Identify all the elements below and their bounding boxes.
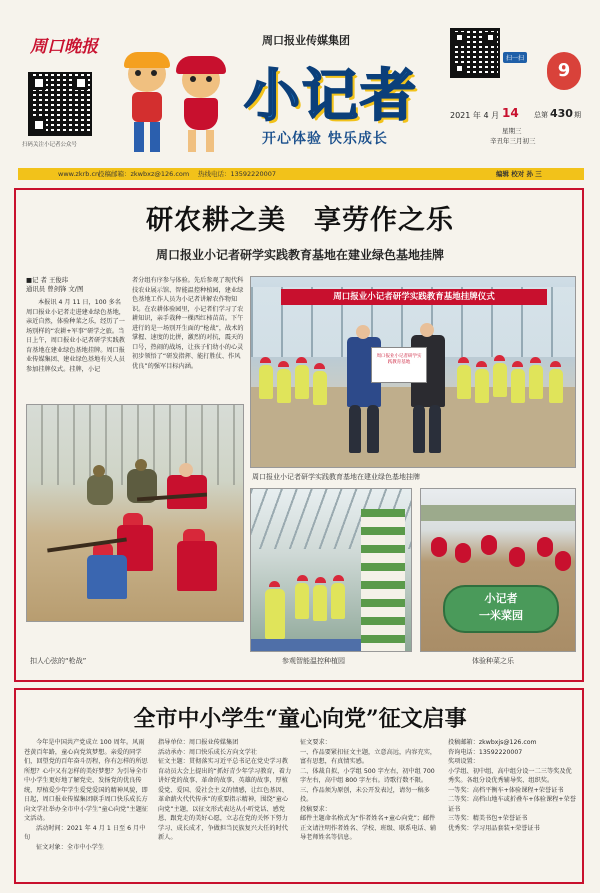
group-name: 周口报业传媒集团 [262, 34, 350, 47]
garden-sign [443, 585, 559, 633]
hotline: 热线电话：13592220007 [198, 170, 276, 178]
notice-col1-time: 活动时间：2021 年 4 月 1 日至 6 月中旬 [24, 824, 146, 841]
notice-column-3 [300, 738, 440, 878]
qr-left-caption: 扫码关注小记者公众号 [22, 142, 78, 148]
photo2-caption: 扣人心弦的“枪战” [30, 657, 87, 665]
garden-sign-line1: 小记者 [484, 592, 518, 605]
article-subheadline: 周口报业小记者研学实践教育基地在建业绿色基地挂牌 [155, 248, 444, 262]
photo-greenhouse [250, 488, 412, 652]
mascot-illustration [118, 52, 236, 164]
notice-column-1 [24, 738, 150, 878]
issue-suffix: 期 [574, 111, 581, 119]
masthead [0, 0, 600, 168]
article-col2-text: 者分组有序参与体验。先后参观了现代科技农业展示馆、智能温控种植园，建业绿色基地工作人员为小记者讲解农作物知识。在农耕体验园里，小记者们学习了农耕知识，亲手栽种一棵西红柿苗苗。下午进行的是一场别开生面的“枪战”，战术的掌握、速度的比拼，激烈的对抗，震天的口号，热闹的战场，让孩子们幼小的心灵初步领悟了“研发指挥、能打胜仗、作风优良”的强军目标内涵。 [132, 277, 244, 370]
notice-col2-text: 指导单位：周口报业传媒集团 活动承办：周口快乐成长方向文学社 征文主题：贯彻落实习近平总书记在党史学习教育动员大会上提出的“抓好青少年学习教育，着力讲好党的故事、革命的故事、英雄的故事，厚植爱党、爱国、爱社会主义的情感，让红色基因、革命薪火代代传承”的重要指示精神，围绕“童心向党”主题，以征文形式表达从小听党话、感党恩、跟党走的美好心愿，立志在党的关怀下努力学习、成长成才，争做担当民族复兴大任的时代新人。 [158, 739, 292, 841]
info-bar [18, 168, 584, 180]
website: www.zkrb.cn [58, 170, 100, 178]
date-day: 14 [502, 106, 519, 120]
slogan: 开心体验 快乐成长 [262, 131, 388, 147]
newspaper-logo: 周口晚报 [30, 37, 98, 57]
photo-plaque-ceremony [250, 276, 576, 468]
photo1-plaque [371, 347, 427, 383]
issue-date [450, 106, 590, 146]
photo-planting [420, 488, 576, 652]
notice-col3-text: 征文要求： 一、作品要紧扣征文主题，立意高远，内容充实，富有思想，有真情实感。 二、体裁自拟，小学组 500 字左右，初中组 700 字左右，高中组 800 字左右。诗歌行数不限。 三、作品须为原创，未公开发表过，请勿一稿多投。 投稿要求： 邮件主题命名格式为“作者姓名+童心向党”；邮件正文请注明作者姓名、学校、班级、联系电话、辅导老师姓名等信息。 [300, 739, 437, 841]
page-number-badge [547, 52, 581, 90]
page-title: 小记者 [244, 64, 418, 129]
photo-war-game [26, 404, 244, 622]
notice-col4-text: 投稿邮箱：zkwbxjs@126.com 咨询电话：13592220007 奖项设置： 小学组、初中组、高中组分设一二三等奖及优秀奖。各组分设优秀辅导奖、组织奖。 一等奖：高档平衡车+体验课程+荣誉证书 二等奖：高档山地车或折叠车+体验课程+荣誉证书 三等奖：精美书包+荣誉证书 优秀奖：学习用品套装+荣誉证书 [448, 739, 576, 832]
lunar-date: 辛丑年三月初三 [490, 137, 536, 145]
notice-column-4 [448, 738, 576, 878]
editor-credit: 编辑 校对 孙 三 [496, 170, 542, 178]
article-col1-text: 本报讯 4 月 11 日，100 多名周口报业小记者走进建业绿色基地，亲近自然，体验种菜之乐，经历了一场别样的“农耕+军事”研学之旅。当日上午，周口报业小记者研学实践教育基地在建业绿色基地挂牌。周口报业传媒集团、建业绿色基地有关人员参加挂牌仪式。挂牌，小记 [26, 299, 125, 373]
garden-sign-line2: 一米菜园 [479, 609, 523, 622]
weekday: 星期三 [502, 127, 522, 135]
page-number: 9 [557, 60, 571, 81]
issue-label: 总第 [534, 111, 548, 119]
photo3-caption: 参观智能温控种植园 [282, 657, 345, 665]
article-column-1 [26, 298, 126, 398]
article-column-2 [132, 276, 244, 398]
article-byline: ■记 者 王俊玮 通讯员 曾剑锋 文/图 [26, 276, 84, 293]
qr-code-left [28, 72, 92, 136]
article-headline: 研农耕之美 享劳作之乐 [146, 205, 454, 236]
date-year-month: 2021 年 4 月 [450, 111, 500, 120]
issue-number: 430 [550, 107, 573, 120]
photo1-banner: 周口报业小记者研学实践教育基地挂牌仪式 [281, 289, 547, 305]
notice-headline: 全市中小学生“童心向党”征文启事 [133, 706, 467, 732]
notice-col1-target: 征文对象：全市中小学生 [36, 843, 105, 851]
notice-col1-text: 今年是中国共产党成立 100 周年。风雨苍黄百年路，童心向党筑梦想。亲爱的同学们，回望党的百年奋斗历程，你有怎样的所思所想？心中又有怎样的美好梦想？为引导全市中小学生更好地了解党史、发扬党的优良传统，厚植爱少年学生爱党爱国的精神风貌，即日起，周口报业传媒集团联手周口快乐成长方向文学社举办全市中小学生“童心向党”主题征文活动。 [24, 739, 148, 822]
notice-column-2 [158, 738, 292, 878]
submission-email: 投稿邮箱：zkwbxz@126.com [98, 170, 190, 178]
plaque-text: 周口报业小记者研学实践教育基地 [376, 354, 422, 365]
photo4-caption: 体验种菜之乐 [472, 657, 514, 665]
qr-right-badge: 扫一扫 [503, 52, 527, 63]
photo1-caption: 周口报业小记者研学实践教育基地在建业绿色基地挂牌 [252, 473, 420, 481]
qr-code-right [450, 28, 500, 78]
